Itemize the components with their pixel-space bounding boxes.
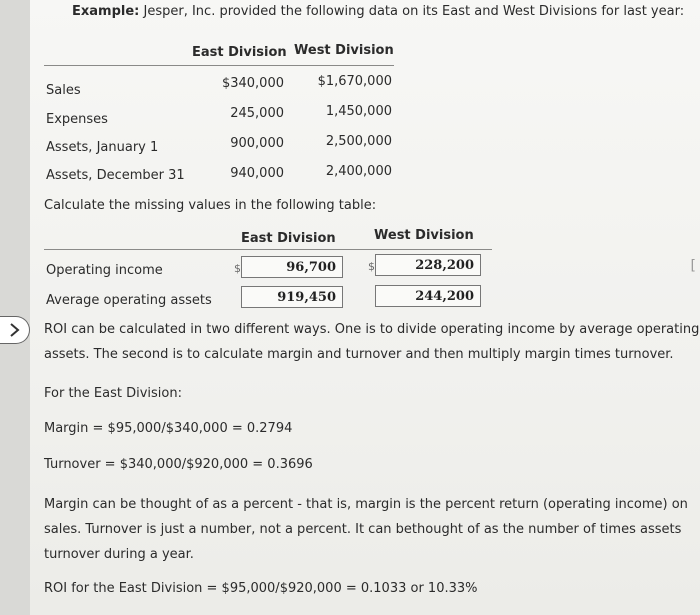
instruction-text: Calculate the missing values in the following table:	[44, 198, 377, 213]
roi-east-calc: ROI for the East Division = $95,000/$920,000 = 0.1033 or 10.33%	[44, 581, 478, 596]
t1-cell-west: 1,450,000	[325, 104, 392, 119]
avg-assets-west-input[interactable]: 244,200	[375, 285, 481, 307]
t1-row-label: Sales	[46, 83, 81, 98]
currency-sign: $	[368, 260, 375, 273]
t1-header-west: West Division	[294, 43, 394, 58]
t1-row-label: Assets, January 1	[46, 140, 159, 155]
east-division-heading: For the East Division:	[44, 386, 182, 401]
operating-income-east-input[interactable]: 96,700	[241, 256, 343, 278]
currency-sign: $	[234, 262, 241, 275]
t1-cell-east: 900,000	[230, 136, 284, 151]
margin-calc: Margin = $95,000/$340,000 = 0.2794	[44, 421, 293, 436]
t1-row-label: Expenses	[46, 112, 108, 127]
t1-cell-west: $1,670,000	[317, 74, 392, 89]
t1-row-label: Assets, December 31	[46, 168, 185, 183]
t1-cell-west: 2,500,000	[325, 134, 392, 149]
t1-cell-east: $340,000	[221, 76, 284, 91]
t2-header-rule	[44, 249, 492, 250]
margin-note-line: Margin can be thought of as a percent - that is, margin is the percent return (operating income) on	[44, 497, 688, 512]
turnover-calc: Turnover = $340,000/$920,000 = 0.3696	[44, 457, 313, 472]
operating-income-west-input[interactable]: 228,200	[375, 254, 481, 276]
margin-note-line: sales. Turnover is just a number, not a percent. It can bethought of as the number of times assets	[44, 522, 682, 537]
edge-mark: [	[690, 258, 696, 274]
t1-header-rule	[44, 65, 394, 66]
expand-panel-button[interactable]	[0, 316, 30, 344]
avg-assets-east-input[interactable]: 919,450	[241, 286, 343, 308]
content-page	[30, 0, 700, 615]
t1-cell-east: 245,000	[230, 106, 284, 121]
margin-note-line: turnover during a year.	[44, 547, 194, 562]
t2-header-east: East Division	[241, 231, 336, 246]
roi-text-line: assets. The second is to calculate margin and turnover and then multiply margin times turnover.	[44, 347, 674, 362]
chevron-right-icon	[8, 322, 22, 338]
t2-header-west: West Division	[374, 228, 474, 243]
intro-text: Example: Jesper, Inc. provided the following data on its East and West Divisions for last year:	[72, 4, 685, 19]
t2-row-label: Operating income	[46, 263, 163, 278]
t1-header-east: East Division	[192, 45, 287, 60]
t1-cell-east: 940,000	[230, 166, 284, 181]
roi-text-line: ROI can be calculated in two different ways. One is to divide operating income by average operating	[44, 322, 700, 337]
t2-row-label: Average operating assets	[46, 293, 212, 308]
t1-cell-west: 2,400,000	[325, 164, 392, 179]
